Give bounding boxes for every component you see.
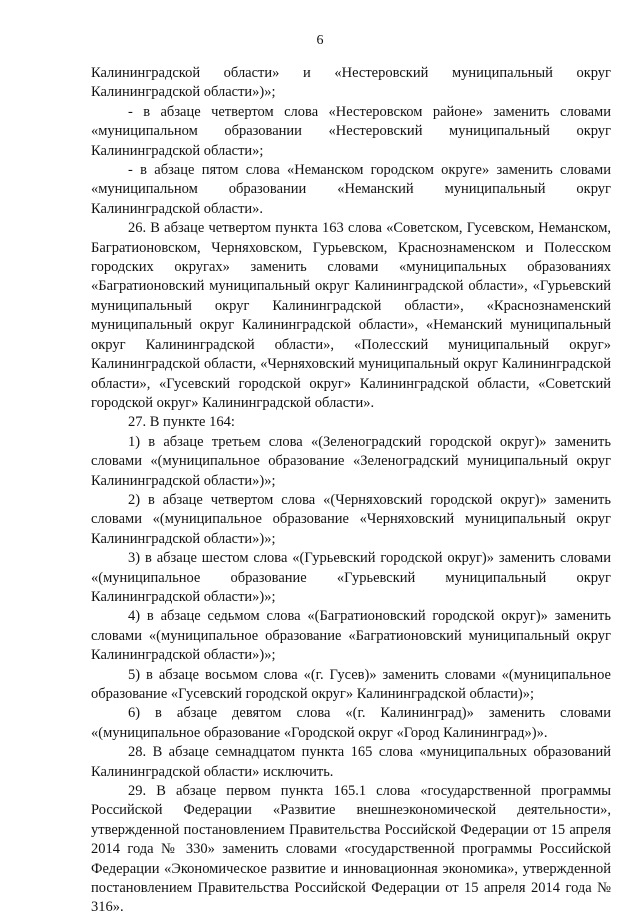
list-item: 6) в абзаце девятом слова «(г. Калининград)» заменить словами «(муниципальное образование «Городской округ «Город Калининград»)». — [91, 705, 611, 741]
list-item: 3) в абзаце шестом слова «(Гурьевский городской округ)» заменить словами «(муниципальное образование «Гурьевский муниципальный округ Калининградской области»)»; — [91, 550, 611, 605]
list-item: 1) в абзаце третьем слова «(Зеленоградский городской округ)» заменить словами «(муниципальное образование «Зеленоградский муниципальный округ Калининградской области»)»; — [91, 433, 611, 489]
paragraph: 28. В абзаце семнадцатом пункта 165 слова «муниципальных образований Калининградской области» исключить. — [91, 744, 611, 780]
paragraph: 26. В абзаце четвертом пункта 163 слова «Советском, Гусевском, Неманском, Багратионовском, Черняховском, Гурьевском, Краснознаменском и Полесском городских округах» заменить словами «муниципальных образованиях «Багратионовский муниципальный округ Калининградской области», «Гурьевский муниципальный округ Калининградской области», «Краснознаменский муниципальный округ Калининградской области», «Неманский муниципальный округ Калининградской области», «Полесский муниципальный округ» Калининградской области, «Черняховский муниципальный округ Калининградской области», «Гусевский городской округ» Калининградской области, «Советский городской округ» Калининградской области». — [91, 220, 611, 411]
paragraph: 27. В пункте 164: — [128, 414, 235, 431]
paragraph: - в абзаце пятом слова «Неманском городском округе» заменить словами «муниципальном образовании «Неманский муниципальный округ Калининградской области». — [91, 162, 611, 217]
paragraph: 29. В абзаце первом пункта 165.1 слова «государственной программы Российской Федерации «Развитие внешнеэкономической деятельности», утвержденной постановлением Правительства Российской Федерации от 15 апреля 2014 года № 330» заменить словами «государственной программы Российской Федерации «Экономическое развитие и инновационная экономика», утвержденной постановлением Правительства Российской Федерации от 15 апреля 2014 года № 316». — [91, 783, 611, 916]
page-number: 6 — [316, 33, 324, 48]
list-item: 5) в абзаце восьмом слова «(г. Гусев)» заменить словами «(муниципальное образование «Гусевский городской округ» Калининградской области)»; — [91, 666, 611, 702]
list-item: 4) в абзаце седьмом слова «(Багратионовский городской округ)» заменить словами «(муниципальное образование «Багратионовский муниципальный округ Калининградской области»)»; — [91, 608, 611, 664]
paragraph: Калининградской области» и «Нестеровский муниципальный округ Калининградской области»)»; — [91, 65, 611, 101]
paragraph: - в абзаце четвертом слова «Нестеровском районе» заменить словами «муниципальном образовании «Нестеровский муниципальный округ Калининградской области»; — [91, 103, 611, 159]
document-body — [91, 64, 611, 918]
list-item: 2) в абзаце четвертом слова «(Черняховский городской округ)» заменить словами «(муниципальное образование «Черняховский муниципальный округ Калининградской области»)»; — [91, 491, 611, 547]
